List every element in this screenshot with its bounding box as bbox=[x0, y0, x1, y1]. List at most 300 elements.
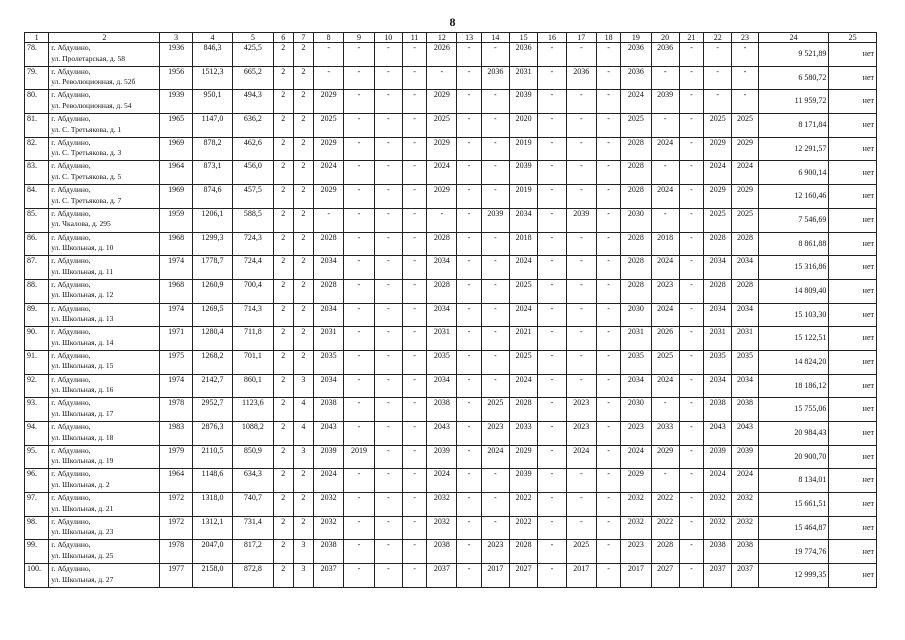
flag-cell: нет bbox=[829, 208, 877, 232]
cell-c8: 2038 bbox=[314, 540, 344, 564]
address-cell bbox=[49, 90, 160, 114]
cell-c22: 2034 bbox=[704, 303, 732, 327]
cell-c14: - bbox=[481, 327, 509, 351]
address-city: г. Абдулино, bbox=[51, 516, 91, 526]
cell-c16: - bbox=[538, 90, 566, 114]
cell-c15: 2039 bbox=[510, 90, 538, 114]
cell-c9: - bbox=[344, 540, 374, 564]
cell-c8: 2029 bbox=[314, 137, 344, 161]
cell-c6: 2 bbox=[273, 232, 293, 256]
cost-cell: 8 861,88 bbox=[758, 232, 829, 256]
flag-cell: нет bbox=[829, 469, 877, 493]
cell-c13: - bbox=[457, 161, 481, 185]
flag-cell: нет bbox=[829, 445, 877, 469]
cell-c8: 2037 bbox=[314, 564, 344, 588]
cell-c10: - bbox=[374, 232, 402, 256]
cell-year: 1974 bbox=[160, 256, 192, 280]
cell-c18: - bbox=[596, 90, 620, 114]
row-number: 100. bbox=[25, 564, 49, 588]
cell-c6: 2 bbox=[273, 516, 293, 540]
cell-c10: - bbox=[374, 66, 402, 90]
cell-c21: - bbox=[679, 398, 703, 422]
cell-c6: 2 bbox=[273, 327, 293, 351]
row-number: 98. bbox=[25, 516, 49, 540]
address-cell bbox=[49, 161, 160, 185]
cell-c9: - bbox=[344, 232, 374, 256]
cell-year: 1964 bbox=[160, 469, 192, 493]
cell-c7: 3 bbox=[293, 540, 313, 564]
address-cell bbox=[49, 208, 160, 232]
column-header-14: 14 bbox=[481, 33, 509, 43]
cell-c7: 4 bbox=[293, 398, 313, 422]
address-street: ул. Школьная, д. 19 bbox=[51, 456, 114, 466]
cell-c18: - bbox=[596, 66, 620, 90]
cell-c7: 3 bbox=[293, 445, 313, 469]
cell-c15: 2027 bbox=[510, 564, 538, 588]
cell-c20: - bbox=[651, 114, 679, 138]
cell-c6: 2 bbox=[273, 256, 293, 280]
cell-c23: 2038 bbox=[732, 398, 758, 422]
row-number: 92. bbox=[25, 374, 49, 398]
cell-c12: 2039 bbox=[427, 445, 457, 469]
cell-c20: - bbox=[651, 66, 679, 90]
page-number: 8 bbox=[449, 15, 456, 29]
cell-c15: 2022 bbox=[510, 516, 538, 540]
cell-c14: - bbox=[481, 279, 509, 303]
flag-cell: нет bbox=[829, 161, 877, 185]
cell-c20: 2033 bbox=[651, 422, 679, 446]
row-number: 84. bbox=[25, 185, 49, 209]
cell-c22: 2039 bbox=[704, 445, 732, 469]
address-cell bbox=[49, 516, 160, 540]
cell-c23: 2024 bbox=[732, 161, 758, 185]
cost-cell: 15 464,87 bbox=[758, 516, 829, 540]
flag-cell: нет bbox=[829, 398, 877, 422]
cell-c10: - bbox=[374, 114, 402, 138]
cell-area1: 1299,3 bbox=[192, 232, 232, 256]
cell-c11: - bbox=[402, 398, 426, 422]
row-number: 83. bbox=[25, 161, 49, 185]
cell-c18: - bbox=[596, 540, 620, 564]
column-header-4: 4 bbox=[192, 33, 232, 43]
row-number: 78. bbox=[25, 43, 49, 67]
address-city: г. Абдулино, bbox=[51, 350, 91, 360]
column-header-11: 11 bbox=[402, 33, 426, 43]
address-cell bbox=[49, 398, 160, 422]
cell-c22: 2031 bbox=[704, 327, 732, 351]
cell-c9: - bbox=[344, 493, 374, 517]
cell-area2: 1123,6 bbox=[233, 398, 273, 422]
cell-c20: 2024 bbox=[651, 137, 679, 161]
cell-c14: - bbox=[481, 374, 509, 398]
cell-c20: 2024 bbox=[651, 185, 679, 209]
address-street: ул. Школьная, д. 14 bbox=[51, 337, 114, 347]
address-street: ул. Школьная, д. 10 bbox=[51, 243, 114, 252]
cost-cell: 20 900,70 bbox=[758, 445, 829, 469]
cell-c15: 2034 bbox=[510, 208, 538, 232]
row-number: 90. bbox=[25, 327, 49, 351]
cell-area1: 950,1 bbox=[192, 90, 232, 114]
cell-c18: - bbox=[596, 114, 620, 138]
cell-c13: - bbox=[457, 256, 481, 280]
cell-c12: 2028 bbox=[427, 232, 457, 256]
cell-c18: - bbox=[596, 303, 620, 327]
cell-c7: 2 bbox=[293, 185, 313, 209]
cell-c6: 2 bbox=[273, 185, 293, 209]
cell-c13: - bbox=[457, 137, 481, 161]
cell-c12: 2031 bbox=[427, 327, 457, 351]
cell-c20: 2026 bbox=[651, 327, 679, 351]
cell-c21: - bbox=[679, 564, 703, 588]
cell-c21: - bbox=[679, 279, 703, 303]
address-cell bbox=[49, 66, 160, 90]
address-city: г. Абдулино, bbox=[51, 540, 91, 550]
cell-c6: 2 bbox=[273, 279, 293, 303]
address-city: г. Абдулино, bbox=[51, 422, 91, 431]
cell-c8: 2028 bbox=[314, 279, 344, 303]
row-number: 82. bbox=[25, 137, 49, 161]
cell-c13: - bbox=[457, 374, 481, 398]
cell-c16: - bbox=[538, 185, 566, 209]
cell-c14: 2036 bbox=[481, 66, 509, 90]
cell-area1: 2876,3 bbox=[192, 422, 232, 446]
cell-area1: 1206,1 bbox=[192, 208, 232, 232]
column-header-3: 3 bbox=[160, 33, 192, 43]
cell-c17: 2017 bbox=[566, 564, 596, 588]
cell-area2: 872,8 bbox=[233, 564, 273, 588]
address-cell bbox=[49, 422, 160, 446]
cell-c21: - bbox=[679, 114, 703, 138]
cell-year: 1975 bbox=[160, 350, 192, 374]
cost-cell: 15 755,06 bbox=[758, 398, 829, 422]
address-cell bbox=[49, 564, 160, 588]
cell-c19: 2031 bbox=[621, 327, 651, 351]
cell-area1: 846,3 bbox=[192, 43, 232, 67]
cell-c21: - bbox=[679, 493, 703, 517]
table-row bbox=[25, 398, 877, 422]
cell-c16: - bbox=[538, 422, 566, 446]
flag-cell: нет bbox=[829, 350, 877, 374]
cell-c14: - bbox=[481, 43, 509, 67]
cell-c14: 2017 bbox=[481, 564, 509, 588]
cell-c17: 2036 bbox=[566, 66, 596, 90]
address-street: ул. Чкалова, д. 295 bbox=[51, 219, 111, 229]
cell-c6: 2 bbox=[273, 564, 293, 588]
column-number-row bbox=[25, 33, 877, 43]
cell-area1: 1268,2 bbox=[192, 350, 232, 374]
cell-c17: - bbox=[566, 137, 596, 161]
table-row bbox=[25, 137, 877, 161]
address-city: г. Абдулино, bbox=[51, 66, 91, 76]
cell-c18: - bbox=[596, 232, 620, 256]
cell-c23: 2024 bbox=[732, 469, 758, 493]
cell-c6: 2 bbox=[273, 398, 293, 422]
row-number: 96. bbox=[25, 469, 49, 493]
cell-c11: - bbox=[402, 516, 426, 540]
cell-year: 1974 bbox=[160, 303, 192, 327]
cell-year: 1972 bbox=[160, 493, 192, 517]
cell-c12: 2029 bbox=[427, 90, 457, 114]
cell-year: 1964 bbox=[160, 161, 192, 185]
cell-c11: - bbox=[402, 66, 426, 90]
address-street: ул. Школьная, д. 27 bbox=[51, 574, 114, 584]
cell-c9: - bbox=[344, 398, 374, 422]
cell-c10: - bbox=[374, 422, 402, 446]
flag-cell: нет bbox=[829, 232, 877, 256]
cell-c21: - bbox=[679, 469, 703, 493]
cell-area1: 1147,0 bbox=[192, 114, 232, 138]
cell-year: 1971 bbox=[160, 327, 192, 351]
cell-c9: 2019 bbox=[344, 445, 374, 469]
cell-c20: - bbox=[651, 398, 679, 422]
cell-c15: 2028 bbox=[510, 398, 538, 422]
address-city: г. Абдулино, bbox=[51, 445, 91, 455]
cell-c13: - bbox=[457, 540, 481, 564]
column-header-15: 15 bbox=[510, 33, 538, 43]
cell-c13: - bbox=[457, 90, 481, 114]
table-row bbox=[25, 66, 877, 90]
cell-c23: 2025 bbox=[732, 208, 758, 232]
address-city: г. Абдулино, bbox=[51, 327, 91, 337]
flag-cell: нет bbox=[829, 493, 877, 517]
cell-c6: 2 bbox=[273, 540, 293, 564]
flag-cell: нет bbox=[829, 564, 877, 588]
cell-area2: 711,8 bbox=[233, 327, 273, 351]
address-city: г. Абдулино, bbox=[51, 398, 91, 408]
cell-c10: - bbox=[374, 516, 402, 540]
cell-area2: 457,5 bbox=[233, 185, 273, 209]
cell-c10: - bbox=[374, 43, 402, 67]
cost-cell: 8 171,84 bbox=[758, 114, 829, 138]
cell-area2: 425,5 bbox=[233, 43, 273, 67]
address-street: ул. Школьная, д. 15 bbox=[51, 361, 114, 371]
flag-cell: нет bbox=[829, 114, 877, 138]
cell-c9: - bbox=[344, 469, 374, 493]
cell-area2: 724,4 bbox=[233, 256, 273, 280]
cell-c20: 2022 bbox=[651, 493, 679, 517]
cell-c9: - bbox=[344, 350, 374, 374]
cell-year: 1959 bbox=[160, 208, 192, 232]
cell-c7: 3 bbox=[293, 564, 313, 588]
cell-c21: - bbox=[679, 161, 703, 185]
cell-c10: - bbox=[374, 185, 402, 209]
cell-c15: 2031 bbox=[510, 66, 538, 90]
cell-area2: 665,2 bbox=[233, 66, 273, 90]
cell-c15: 2029 bbox=[510, 445, 538, 469]
cell-c12: 2028 bbox=[427, 279, 457, 303]
table-row bbox=[25, 493, 877, 517]
cell-c9: - bbox=[344, 137, 374, 161]
cell-c6: 2 bbox=[273, 208, 293, 232]
cell-c15: 2021 bbox=[510, 327, 538, 351]
cell-c11: - bbox=[402, 279, 426, 303]
cell-c19: 2032 bbox=[621, 516, 651, 540]
cell-c19: 2036 bbox=[621, 43, 651, 67]
cell-c16: - bbox=[538, 232, 566, 256]
cell-area2: 850,9 bbox=[233, 445, 273, 469]
cell-c17: - bbox=[566, 327, 596, 351]
cell-c23: 2031 bbox=[732, 327, 758, 351]
cell-c14: - bbox=[481, 469, 509, 493]
cell-c17: 2023 bbox=[566, 398, 596, 422]
cell-c22: - bbox=[704, 90, 732, 114]
cell-c16: - bbox=[538, 161, 566, 185]
cell-year: 1978 bbox=[160, 540, 192, 564]
cost-cell: 19 774,76 bbox=[758, 540, 829, 564]
cell-c22: 2034 bbox=[704, 256, 732, 280]
cell-c6: 2 bbox=[273, 493, 293, 517]
cell-c17: - bbox=[566, 469, 596, 493]
cell-c13: - bbox=[457, 564, 481, 588]
cell-c22: 2032 bbox=[704, 493, 732, 517]
cell-c8: 2034 bbox=[314, 303, 344, 327]
row-number: 81. bbox=[25, 114, 49, 138]
cell-c11: - bbox=[402, 303, 426, 327]
cell-c22: 2025 bbox=[704, 114, 732, 138]
address-cell bbox=[49, 469, 160, 493]
cell-c21: - bbox=[679, 516, 703, 540]
cell-c8: 2034 bbox=[314, 374, 344, 398]
row-number: 88. bbox=[25, 279, 49, 303]
cell-area1: 878,2 bbox=[192, 137, 232, 161]
cost-cell: 20 984,43 bbox=[758, 422, 829, 446]
cell-c21: - bbox=[679, 540, 703, 564]
cell-c18: - bbox=[596, 208, 620, 232]
cell-c11: - bbox=[402, 564, 426, 588]
cell-c6: 2 bbox=[273, 114, 293, 138]
cell-c23: 2037 bbox=[732, 564, 758, 588]
cell-c19: 2030 bbox=[621, 398, 651, 422]
cell-c13: - bbox=[457, 493, 481, 517]
column-header-5: 5 bbox=[233, 33, 273, 43]
cost-cell: 12 999,35 bbox=[758, 564, 829, 588]
address-city: г. Абдулино, bbox=[51, 303, 91, 313]
cell-c7: 2 bbox=[293, 493, 313, 517]
cell-c14: - bbox=[481, 114, 509, 138]
flag-cell: нет bbox=[829, 327, 877, 351]
cell-c13: - bbox=[457, 398, 481, 422]
address-cell bbox=[49, 232, 160, 256]
cell-c6: 2 bbox=[273, 469, 293, 493]
cell-c18: - bbox=[596, 137, 620, 161]
address-street: ул. Школьная, д. 16 bbox=[51, 385, 114, 395]
cell-c19: 2028 bbox=[621, 256, 651, 280]
cell-c19: 2030 bbox=[621, 303, 651, 327]
cell-c23: 2029 bbox=[732, 137, 758, 161]
cost-cell: 15 316,86 bbox=[758, 256, 829, 280]
cell-c10: - bbox=[374, 564, 402, 588]
cell-c17: 2025 bbox=[566, 540, 596, 564]
cell-c6: 2 bbox=[273, 43, 293, 67]
cell-c18: - bbox=[596, 564, 620, 588]
cell-c8: - bbox=[314, 66, 344, 90]
cell-c17: 2024 bbox=[566, 445, 596, 469]
cell-c13: - bbox=[457, 350, 481, 374]
column-header-24: 24 bbox=[758, 33, 829, 43]
address-city: г. Абдулино, bbox=[51, 493, 91, 503]
cell-c7: 2 bbox=[293, 208, 313, 232]
cell-c10: - bbox=[374, 445, 402, 469]
cell-c15: 2024 bbox=[510, 256, 538, 280]
cell-c19: 2028 bbox=[621, 185, 651, 209]
cell-c15: 2022 bbox=[510, 493, 538, 517]
cell-c12: 2026 bbox=[427, 43, 457, 67]
cell-c11: - bbox=[402, 445, 426, 469]
cell-area2: 700,4 bbox=[233, 279, 273, 303]
cell-c22: 2028 bbox=[704, 279, 732, 303]
table-row bbox=[25, 445, 877, 469]
cell-year: 1968 bbox=[160, 232, 192, 256]
table-row bbox=[25, 256, 877, 280]
cell-c19: 2028 bbox=[621, 161, 651, 185]
cell-c6: 2 bbox=[273, 66, 293, 90]
cell-c16: - bbox=[538, 66, 566, 90]
flag-cell: нет bbox=[829, 185, 877, 209]
cost-cell: 15 661,51 bbox=[758, 493, 829, 517]
cell-c17: 2023 bbox=[566, 422, 596, 446]
row-number: 86. bbox=[25, 232, 49, 256]
cell-c12: - bbox=[427, 208, 457, 232]
cell-c17: - bbox=[566, 90, 596, 114]
cell-area1: 1260,9 bbox=[192, 279, 232, 303]
row-number: 80. bbox=[25, 90, 49, 114]
column-header-13: 13 bbox=[457, 33, 481, 43]
cell-c13: - bbox=[457, 303, 481, 327]
cell-c10: - bbox=[374, 161, 402, 185]
cell-c13: - bbox=[457, 445, 481, 469]
cell-c22: - bbox=[704, 43, 732, 67]
table-row bbox=[25, 516, 877, 540]
cell-c11: - bbox=[402, 161, 426, 185]
cell-c20: 2027 bbox=[651, 564, 679, 588]
cell-c14: - bbox=[481, 350, 509, 374]
address-street: ул. Школьная, д. 21 bbox=[51, 503, 114, 513]
cell-c23: 2034 bbox=[732, 256, 758, 280]
cell-area2: 456,0 bbox=[233, 161, 273, 185]
cell-c8: - bbox=[314, 208, 344, 232]
cell-c10: - bbox=[374, 279, 402, 303]
address-cell bbox=[49, 493, 160, 517]
cell-c21: - bbox=[679, 66, 703, 90]
cost-cell: 9 521,89 bbox=[758, 43, 829, 67]
cell-c17: - bbox=[566, 256, 596, 280]
cell-c23: - bbox=[732, 90, 758, 114]
cell-c15: 2024 bbox=[510, 303, 538, 327]
cell-c10: - bbox=[374, 493, 402, 517]
cost-cell: 11 959,72 bbox=[758, 90, 829, 114]
table-row bbox=[25, 161, 877, 185]
column-header-23: 23 bbox=[732, 33, 758, 43]
cell-c22: 2043 bbox=[704, 422, 732, 446]
table-row bbox=[25, 374, 877, 398]
cell-c10: - bbox=[374, 90, 402, 114]
cell-c13: - bbox=[457, 66, 481, 90]
cell-c21: - bbox=[679, 137, 703, 161]
cell-c7: 2 bbox=[293, 161, 313, 185]
cell-year: 1972 bbox=[160, 516, 192, 540]
cell-c20: 2025 bbox=[651, 350, 679, 374]
cost-cell: 8 134,01 bbox=[758, 469, 829, 493]
cost-cell: 14 824,20 bbox=[758, 350, 829, 374]
cell-c9: - bbox=[344, 114, 374, 138]
cell-c7: 2 bbox=[293, 137, 313, 161]
table-row bbox=[25, 540, 877, 564]
cell-c23: - bbox=[732, 66, 758, 90]
cell-c12: 2034 bbox=[427, 256, 457, 280]
cell-c12: 2024 bbox=[427, 469, 457, 493]
cell-c18: - bbox=[596, 161, 620, 185]
cell-area1: 1512,3 bbox=[192, 66, 232, 90]
